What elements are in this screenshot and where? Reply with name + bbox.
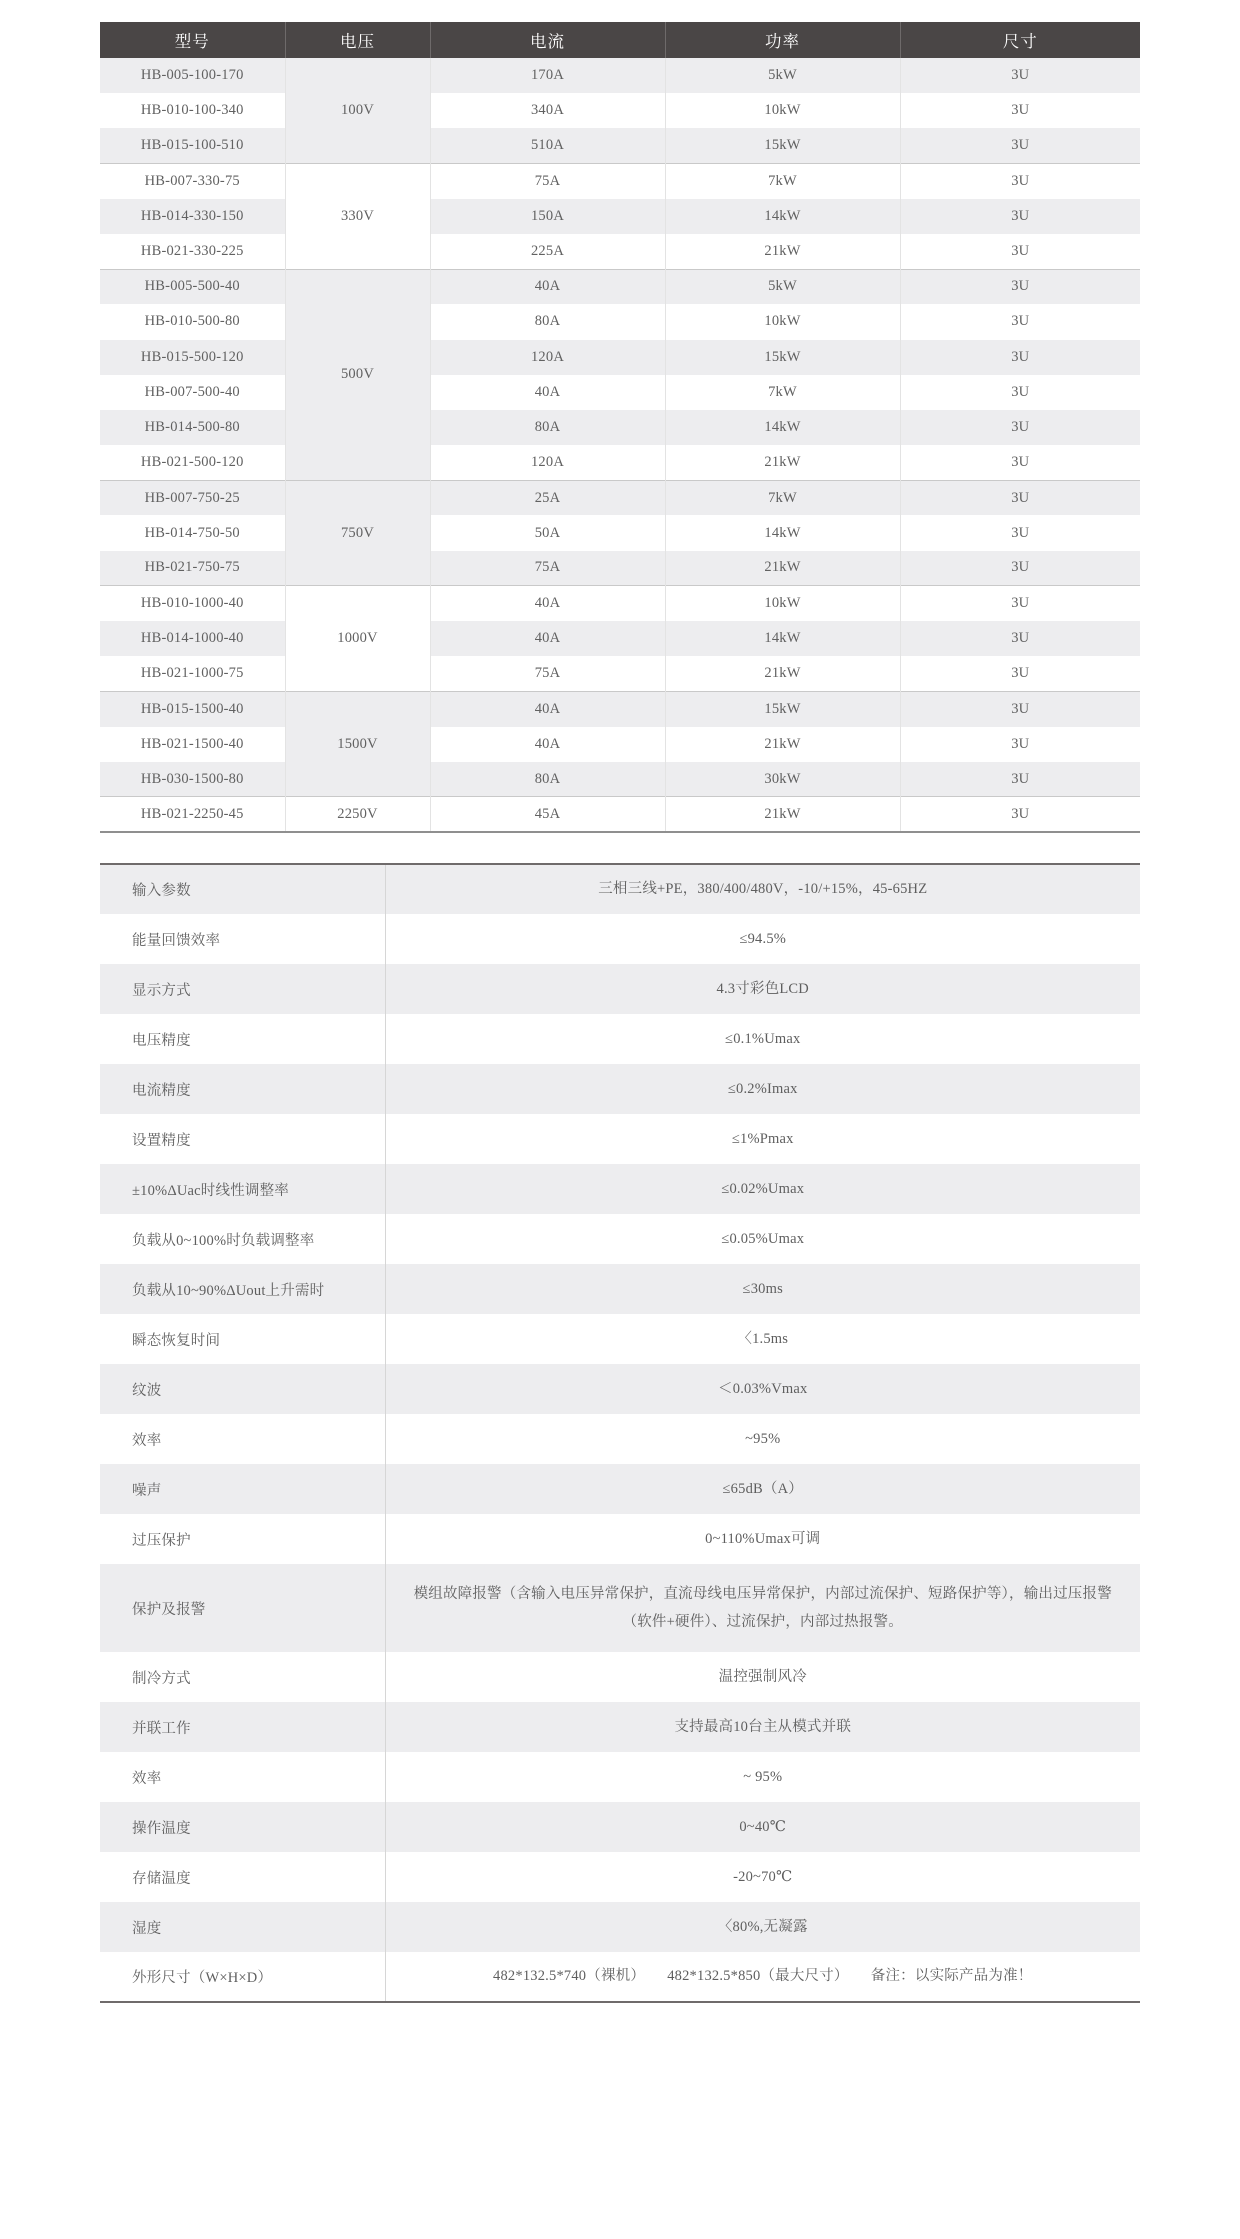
cell-voltage: 100V — [285, 58, 430, 164]
cell-model: HB-010-500-80 — [100, 304, 285, 339]
cell-size: 3U — [900, 621, 1140, 656]
table-row — [100, 234, 1140, 269]
table-row — [100, 797, 1140, 832]
table-row — [100, 445, 1140, 480]
parameter-name: 负载从10~90%ΔUout上升需时 — [100, 1264, 385, 1314]
model-spec-table — [100, 22, 1140, 833]
parameter-row — [100, 1464, 1140, 1514]
cell-voltage: 1500V — [285, 691, 430, 797]
table-row — [100, 515, 1140, 550]
parameter-name: 设置精度 — [100, 1114, 385, 1164]
parameter-name: 操作温度 — [100, 1802, 385, 1852]
cell-size: 3U — [900, 797, 1140, 832]
cell-size: 3U — [900, 445, 1140, 480]
cell-power: 7kW — [665, 375, 900, 410]
cell-size: 3U — [900, 410, 1140, 445]
parameter-value: 0~110%Umax可调 — [385, 1514, 1140, 1564]
cell-size: 3U — [900, 304, 1140, 339]
parameter-name: 瞬态恢复时间 — [100, 1314, 385, 1364]
parameter-value: 0~40℃ — [385, 1802, 1140, 1852]
cell-model: HB-007-330-75 — [100, 164, 285, 199]
parameter-name: 效率 — [100, 1752, 385, 1802]
parameter-row — [100, 1314, 1140, 1364]
cell-power: 21kW — [665, 656, 900, 691]
parameter-value: -20~70℃ — [385, 1852, 1140, 1902]
parameter-row — [100, 964, 1140, 1014]
cell-power: 15kW — [665, 340, 900, 375]
cell-model: HB-015-500-120 — [100, 340, 285, 375]
parameter-name: 纹波 — [100, 1364, 385, 1414]
parameter-value: ≤65dB（A） — [385, 1464, 1140, 1514]
column-header-power: 功率 — [665, 22, 900, 58]
table-row — [100, 762, 1140, 797]
cell-size: 3U — [900, 762, 1140, 797]
column-header-model: 型号 — [100, 22, 285, 58]
cell-model: HB-021-750-75 — [100, 551, 285, 586]
cell-power: 14kW — [665, 199, 900, 234]
parameter-name: 过压保护 — [100, 1514, 385, 1564]
cell-current: 170A — [430, 58, 665, 93]
cell-size: 3U — [900, 340, 1140, 375]
parameter-row — [100, 1514, 1140, 1564]
cell-voltage: 2250V — [285, 797, 430, 832]
parameter-value: ＜0.03%Vmax — [385, 1364, 1140, 1414]
table-spacer — [100, 833, 1140, 863]
parameter-value: ≤1%Pmax — [385, 1114, 1140, 1164]
parameter-value: 支持最高10台主从模式并联 — [385, 1702, 1140, 1752]
parameter-name: 并联工作 — [100, 1702, 385, 1752]
parameter-spec-table — [100, 863, 1140, 2003]
cell-voltage: 1000V — [285, 586, 430, 692]
cell-model: HB-014-330-150 — [100, 199, 285, 234]
parameter-value: 〈1.5ms — [385, 1314, 1140, 1364]
cell-size: 3U — [900, 551, 1140, 586]
cell-model: HB-030-1500-80 — [100, 762, 285, 797]
cell-power: 10kW — [665, 93, 900, 128]
cell-power: 7kW — [665, 164, 900, 199]
cell-current: 40A — [430, 621, 665, 656]
cell-power: 21kW — [665, 551, 900, 586]
parameter-name: 制冷方式 — [100, 1652, 385, 1702]
cell-power: 10kW — [665, 304, 900, 339]
table-row — [100, 199, 1140, 234]
parameter-row — [100, 1364, 1140, 1414]
parameter-value: ~95% — [385, 1414, 1140, 1464]
cell-power: 21kW — [665, 797, 900, 832]
cell-current: 50A — [430, 515, 665, 550]
cell-voltage: 500V — [285, 269, 430, 480]
cell-size: 3U — [900, 234, 1140, 269]
cell-size: 3U — [900, 691, 1140, 726]
cell-model: HB-010-1000-40 — [100, 586, 285, 621]
cell-power: 30kW — [665, 762, 900, 797]
cell-size: 3U — [900, 656, 1140, 691]
parameter-name: 电压精度 — [100, 1014, 385, 1064]
table-row — [100, 410, 1140, 445]
table-row — [100, 58, 1140, 93]
cell-current: 40A — [430, 691, 665, 726]
cell-power: 21kW — [665, 727, 900, 762]
cell-size: 3U — [900, 375, 1140, 410]
cell-power: 7kW — [665, 480, 900, 515]
model-table-body — [100, 58, 1140, 832]
cell-current: 45A — [430, 797, 665, 832]
cell-size: 3U — [900, 515, 1140, 550]
cell-power: 21kW — [665, 445, 900, 480]
parameter-row — [100, 1064, 1140, 1114]
parameter-row — [100, 1902, 1140, 1952]
cell-size: 3U — [900, 164, 1140, 199]
parameter-name: 输入参数 — [100, 864, 385, 914]
cell-power: 14kW — [665, 410, 900, 445]
cell-size: 3U — [900, 586, 1140, 621]
parameter-row — [100, 1702, 1140, 1752]
parameter-row — [100, 914, 1140, 964]
table-row — [100, 656, 1140, 691]
cell-power: 21kW — [665, 234, 900, 269]
cell-current: 120A — [430, 340, 665, 375]
parameter-name: 湿度 — [100, 1902, 385, 1952]
cell-model: HB-007-750-25 — [100, 480, 285, 515]
cell-power: 14kW — [665, 621, 900, 656]
parameter-value: 三相三线+PE，380/400/480V，-10/+15%，45-65HZ — [385, 864, 1140, 914]
cell-size: 3U — [900, 727, 1140, 762]
parameter-value: ≤0.2%Imax — [385, 1064, 1140, 1114]
parameter-value: 温控强制风冷 — [385, 1652, 1140, 1702]
parameter-name: 显示方式 — [100, 964, 385, 1014]
parameter-value: ≤0.05%Umax — [385, 1214, 1140, 1264]
column-header-size: 尺寸 — [900, 22, 1140, 58]
parameter-row — [100, 1414, 1140, 1464]
column-header-current: 电流 — [430, 22, 665, 58]
parameter-name: 能量回馈效率 — [100, 914, 385, 964]
cell-current: 80A — [430, 410, 665, 445]
cell-power: 5kW — [665, 58, 900, 93]
parameter-value: 4.3寸彩色LCD — [385, 964, 1140, 1014]
parameter-value: 〈80%,无凝露 — [385, 1902, 1140, 1952]
parameter-value: ≤0.1%Umax — [385, 1014, 1140, 1064]
cell-model: HB-021-500-120 — [100, 445, 285, 480]
parameter-value: ≤30ms — [385, 1264, 1140, 1314]
parameter-name: 存储温度 — [100, 1852, 385, 1902]
parameter-value: 模组故障报警（含输入电压异常保护，直流母线电压异常保护，内部过流保护、短路保护等），输出过压报警（软件+硬件）、过流保护，内部过热报警。 — [385, 1564, 1140, 1652]
model-table-header — [100, 22, 1140, 58]
cell-voltage: 330V — [285, 164, 430, 270]
cell-power: 14kW — [665, 515, 900, 550]
cell-current: 150A — [430, 199, 665, 234]
parameter-name: ±10%ΔUac时线性调整率 — [100, 1164, 385, 1214]
cell-current: 40A — [430, 375, 665, 410]
cell-power: 5kW — [665, 269, 900, 304]
parameter-value: ≤94.5% — [385, 914, 1140, 964]
parameter-row — [100, 1652, 1140, 1702]
parameter-row — [100, 1802, 1140, 1852]
table-row — [100, 621, 1140, 656]
cell-current: 40A — [430, 269, 665, 304]
parameter-name: 保护及报警 — [100, 1564, 385, 1652]
cell-size: 3U — [900, 128, 1140, 163]
parameter-name: 负载从0~100%时负载调整率 — [100, 1214, 385, 1264]
parameter-name: 噪声 — [100, 1464, 385, 1514]
cell-model: HB-021-330-225 — [100, 234, 285, 269]
parameter-row — [100, 1014, 1140, 1064]
parameter-row — [100, 1752, 1140, 1802]
parameter-row — [100, 1264, 1140, 1314]
table-row — [100, 340, 1140, 375]
cell-current: 40A — [430, 727, 665, 762]
parameter-value: ~ 95% — [385, 1752, 1140, 1802]
cell-current: 80A — [430, 762, 665, 797]
parameter-table-body — [100, 864, 1140, 2002]
parameter-row — [100, 1214, 1140, 1264]
cell-power: 15kW — [665, 691, 900, 726]
parameter-row — [100, 1952, 1140, 2002]
cell-model: HB-005-100-170 — [100, 58, 285, 93]
table-row — [100, 375, 1140, 410]
cell-size: 3U — [900, 199, 1140, 234]
table-row — [100, 586, 1140, 621]
parameter-row — [100, 864, 1140, 914]
parameter-name: 电流精度 — [100, 1064, 385, 1114]
column-header-voltage: 电压 — [285, 22, 430, 58]
parameter-value: 482*132.5*740（裸机） 482*132.5*850（最大尺寸） 备注：以实际产品为准！ — [385, 1952, 1140, 2002]
cell-current: 25A — [430, 480, 665, 515]
cell-model: HB-014-750-50 — [100, 515, 285, 550]
table-header-row — [100, 22, 1140, 58]
cell-model: HB-021-1000-75 — [100, 656, 285, 691]
cell-current: 75A — [430, 656, 665, 691]
parameter-name: 效率 — [100, 1414, 385, 1464]
parameter-name: 外形尺寸（W×H×D） — [100, 1952, 385, 2002]
cell-model: HB-010-100-340 — [100, 93, 285, 128]
table-row — [100, 164, 1140, 199]
cell-model: HB-015-100-510 — [100, 128, 285, 163]
cell-model: HB-021-1500-40 — [100, 727, 285, 762]
cell-current: 75A — [430, 551, 665, 586]
cell-current: 75A — [430, 164, 665, 199]
cell-power: 15kW — [665, 128, 900, 163]
cell-current: 510A — [430, 128, 665, 163]
parameter-row — [100, 1114, 1140, 1164]
table-row — [100, 691, 1140, 726]
cell-model: HB-007-500-40 — [100, 375, 285, 410]
table-row — [100, 480, 1140, 515]
table-row — [100, 269, 1140, 304]
cell-power: 10kW — [665, 586, 900, 621]
cell-current: 80A — [430, 304, 665, 339]
table-row — [100, 551, 1140, 586]
cell-model: HB-021-2250-45 — [100, 797, 285, 832]
parameter-value: ≤0.02%Umax — [385, 1164, 1140, 1214]
cell-size: 3U — [900, 93, 1140, 128]
table-row — [100, 128, 1140, 163]
table-row — [100, 93, 1140, 128]
cell-current: 225A — [430, 234, 665, 269]
cell-current: 340A — [430, 93, 665, 128]
cell-current: 120A — [430, 445, 665, 480]
cell-model: HB-005-500-40 — [100, 269, 285, 304]
cell-model: HB-014-500-80 — [100, 410, 285, 445]
cell-current: 40A — [430, 586, 665, 621]
cell-model: HB-014-1000-40 — [100, 621, 285, 656]
parameter-row — [100, 1564, 1140, 1652]
cell-voltage: 750V — [285, 480, 430, 586]
parameter-row — [100, 1852, 1140, 1902]
parameter-row — [100, 1164, 1140, 1214]
cell-size: 3U — [900, 480, 1140, 515]
table-row — [100, 304, 1140, 339]
cell-size: 3U — [900, 58, 1140, 93]
table-row — [100, 727, 1140, 762]
cell-size: 3U — [900, 269, 1140, 304]
cell-model: HB-015-1500-40 — [100, 691, 285, 726]
